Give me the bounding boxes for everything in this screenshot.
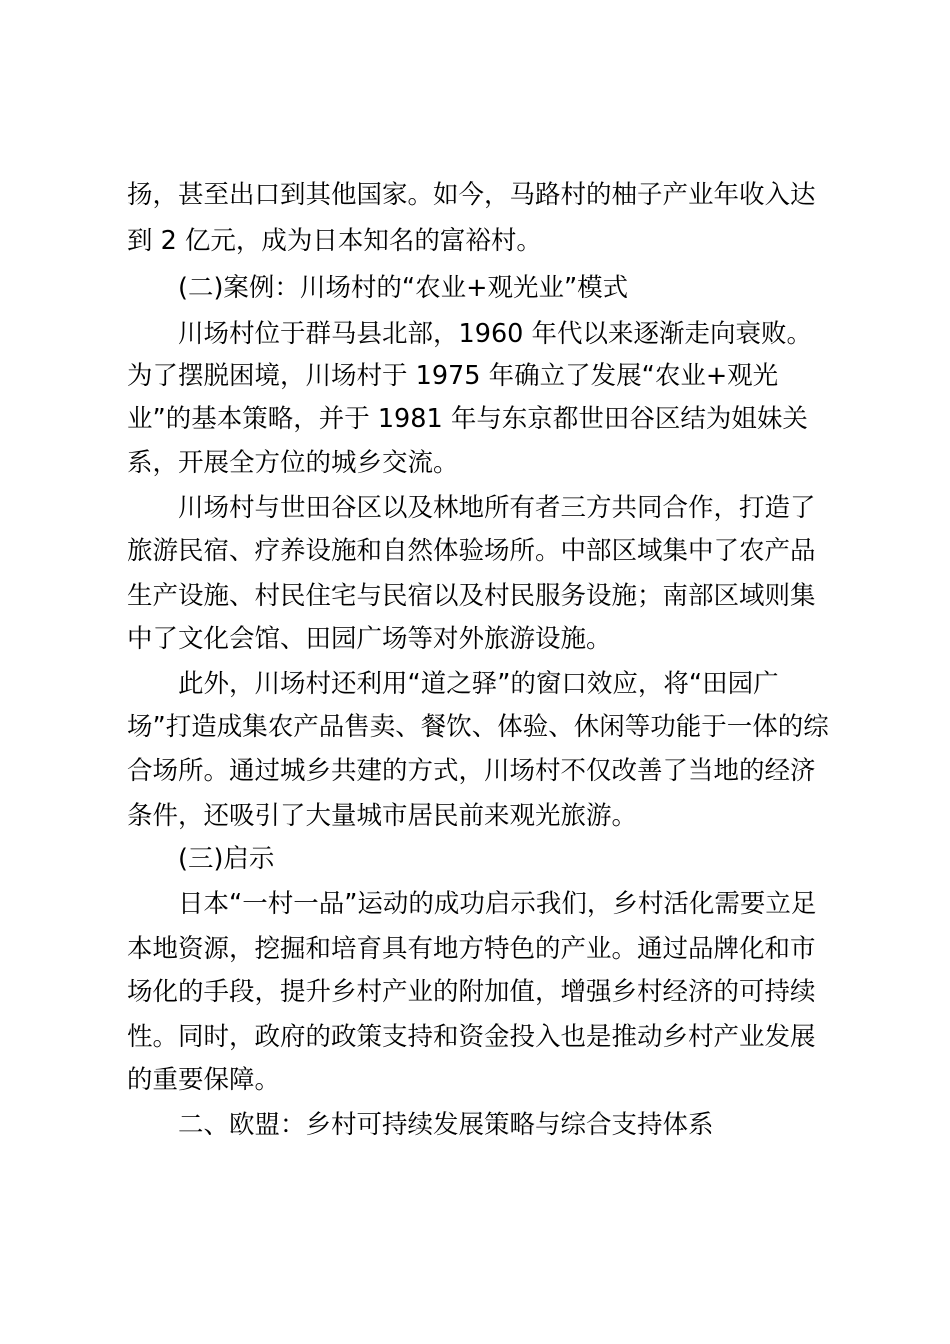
paragraph-line: 扬，甚至出口到其他国家。如今，马路村的柚子产业年收入达	[127, 180, 816, 210]
paragraph-line: 合场所。通过城乡共建的方式，川场村不仅改善了当地的经济	[127, 756, 816, 786]
paragraph-line: 条件，还吸引了大量城市居民前来观光旅游。	[127, 801, 638, 831]
paragraph-line: 业”的基本策略，并于 1981 年与东京都世田谷区结为姐妹关	[127, 404, 808, 434]
paragraph-line: 场化的手段，提升乡村产业的附加值，增强乡村经济的可持续	[127, 977, 816, 1007]
paragraph-line: 旅游民宿、疗养设施和自然体验场所。中部区域集中了农产品	[127, 536, 816, 566]
paragraph-line: 本地资源，挖掘和培育具有地方特色的产业。通过品牌化和市	[127, 934, 816, 964]
paragraph-line: 到 2 亿元，成为日本知名的富裕村。	[127, 226, 542, 256]
paragraph-line: 中了文化会馆、田园广场等对外旅游设施。	[127, 624, 612, 654]
paragraph-line: 的重要保障。	[127, 1065, 281, 1095]
paragraph-line: 川场村位于群马县北部，1960 年代以来逐渐走向衰败。	[178, 319, 813, 349]
section-heading: (三)启示	[178, 844, 275, 874]
paragraph-line: 系，开展全方位的城乡交流。	[127, 448, 459, 478]
paragraph-line: 日本“一村一品”运动的成功启示我们，乡村活化需要立足	[178, 889, 817, 919]
chapter-heading: 二、欧盟：乡村可持续发展策略与综合支持体系	[178, 1110, 714, 1140]
paragraph-line: 川场村与世田谷区以及林地所有者三方共同合作，打造了	[178, 493, 816, 523]
paragraph-line: 此外，川场村还利用“道之驿”的窗口效应，将“田园广	[178, 669, 779, 699]
paragraph-line: 为了摆脱困境，川场村于 1975 年确立了发展“农业+观光	[127, 361, 779, 391]
paragraph-line: 生产设施、村民住宅与民宿以及村民服务设施；南部区域则集	[127, 581, 816, 611]
paragraph-line: 场”打造成集农产品售卖、餐饮、体验、休闲等功能于一体的综	[127, 712, 829, 742]
paragraph-line: 性。同时，政府的政策支持和资金投入也是推动乡村产业发展	[127, 1022, 816, 1052]
case-heading: (二)案例：川场村的“农业+观光业”模式	[178, 273, 629, 303]
